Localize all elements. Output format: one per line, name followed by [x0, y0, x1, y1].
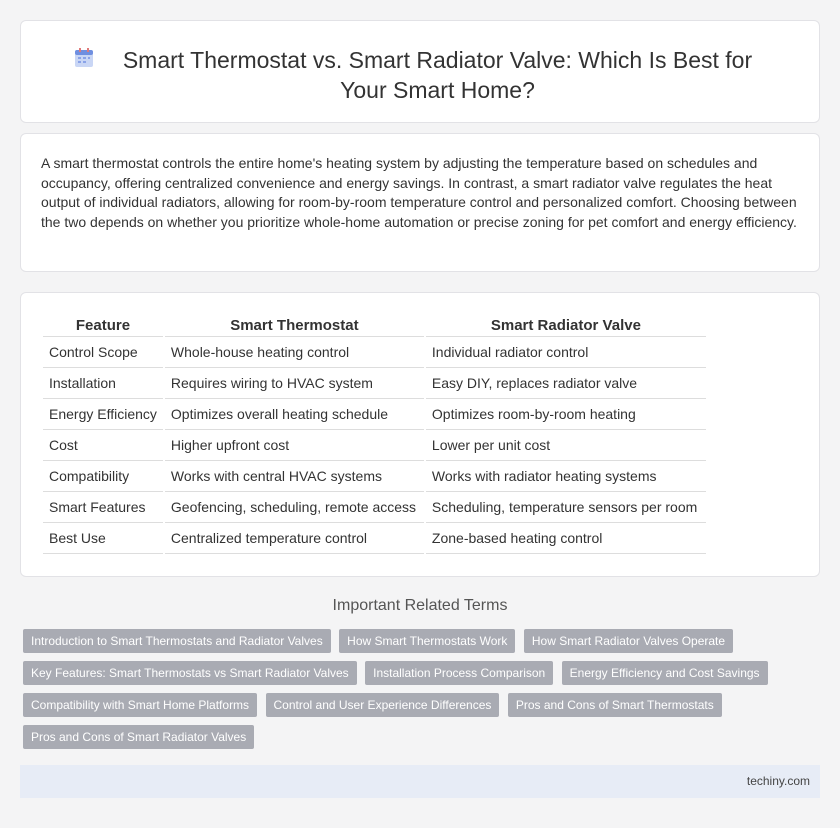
table-cell: Centralized temperature control: [165, 523, 424, 554]
related-terms-heading: Important Related Terms: [332, 597, 508, 614]
title-card: [20, 20, 820, 123]
comparison-table: [41, 315, 708, 554]
intro-paragraph: A smart thermostat controls the entire home's heating system by adjusting the temperature based on schedules and occupancy, offering centralized convenience and energy savings. In contrast, a smart radiator valve regulates the heat output of individual radiators, allowing for room-by-room temperature control and personalized comfort. Choosing between the two depends on whether you prioritize whole-home automation or precise zoning for pet comfort and energy efficiency.: [41, 155, 797, 230]
related-term-tag[interactable]: How Smart Thermostats Work: [339, 629, 515, 653]
table-row: [43, 523, 706, 554]
table-cell: Control Scope: [43, 337, 163, 368]
table-row: [43, 492, 706, 523]
table-cell: Individual radiator control: [426, 337, 706, 368]
related-term-tag[interactable]: Control and User Experience Differences: [266, 693, 500, 717]
header-feature: Feature: [43, 315, 163, 337]
table-cell: Requires wiring to HVAC system: [165, 368, 424, 399]
related-term-tag[interactable]: Introduction to Smart Thermostats and Radiator Valves: [23, 629, 331, 653]
table-row: [43, 368, 706, 399]
table-cell: Works with radiator heating systems: [426, 461, 706, 492]
table-cell: Whole-house heating control: [165, 337, 424, 368]
related-term-tag[interactable]: Pros and Cons of Smart Radiator Valves: [23, 725, 254, 749]
footer: [20, 765, 820, 798]
table-row: [43, 461, 706, 492]
table-cell: Works with central HVAC systems: [165, 461, 424, 492]
table-row: [43, 399, 706, 430]
table-row: [43, 430, 706, 461]
table-cell: Scheduling, temperature sensors per room: [426, 492, 706, 523]
related-terms-list: [23, 629, 823, 757]
header-smart-radiator-valve: Smart Radiator Valve: [426, 315, 706, 337]
related-term-tag[interactable]: How Smart Radiator Valves Operate: [524, 629, 733, 653]
table-header-row: [43, 315, 706, 337]
table-cell: Best Use: [43, 523, 163, 554]
table-cell: Higher upfront cost: [165, 430, 424, 461]
related-term-tag[interactable]: Key Features: Smart Thermostats vs Smart Radiator Valves: [23, 661, 357, 685]
table-cell: Optimizes overall heating schedule: [165, 399, 424, 430]
related-term-tag[interactable]: Installation Process Comparison: [365, 661, 553, 685]
table-cell: Smart Features: [43, 492, 163, 523]
table-row: [43, 337, 706, 368]
related-term-tag[interactable]: Energy Efficiency and Cost Savings: [562, 661, 768, 685]
table-cell: Easy DIY, replaces radiator valve: [426, 368, 706, 399]
table-cell: Installation: [43, 368, 163, 399]
related-term-tag[interactable]: Compatibility with Smart Home Platforms: [23, 693, 257, 717]
header-smart-thermostat: Smart Thermostat: [165, 315, 424, 337]
table-cell: Lower per unit cost: [426, 430, 706, 461]
table-cell: Cost: [43, 430, 163, 461]
table-cell: Energy Efficiency: [43, 399, 163, 430]
footer-site-link[interactable]: techiny.com: [746, 774, 810, 788]
page-title: Smart Thermostat vs. Smart Radiator Valve: Which Is Best for Your Smart Home?: [122, 47, 753, 103]
table-cell: Zone-based heating control: [426, 523, 706, 554]
intro-card: [20, 133, 820, 272]
table-cell: Geofencing, scheduling, remote access: [165, 492, 424, 523]
related-term-tag[interactable]: Pros and Cons of Smart Thermostats: [508, 693, 722, 717]
table-cell: Optimizes room-by-room heating: [426, 399, 706, 430]
table-cell: Compatibility: [43, 461, 163, 492]
comparison-card: [20, 292, 820, 577]
